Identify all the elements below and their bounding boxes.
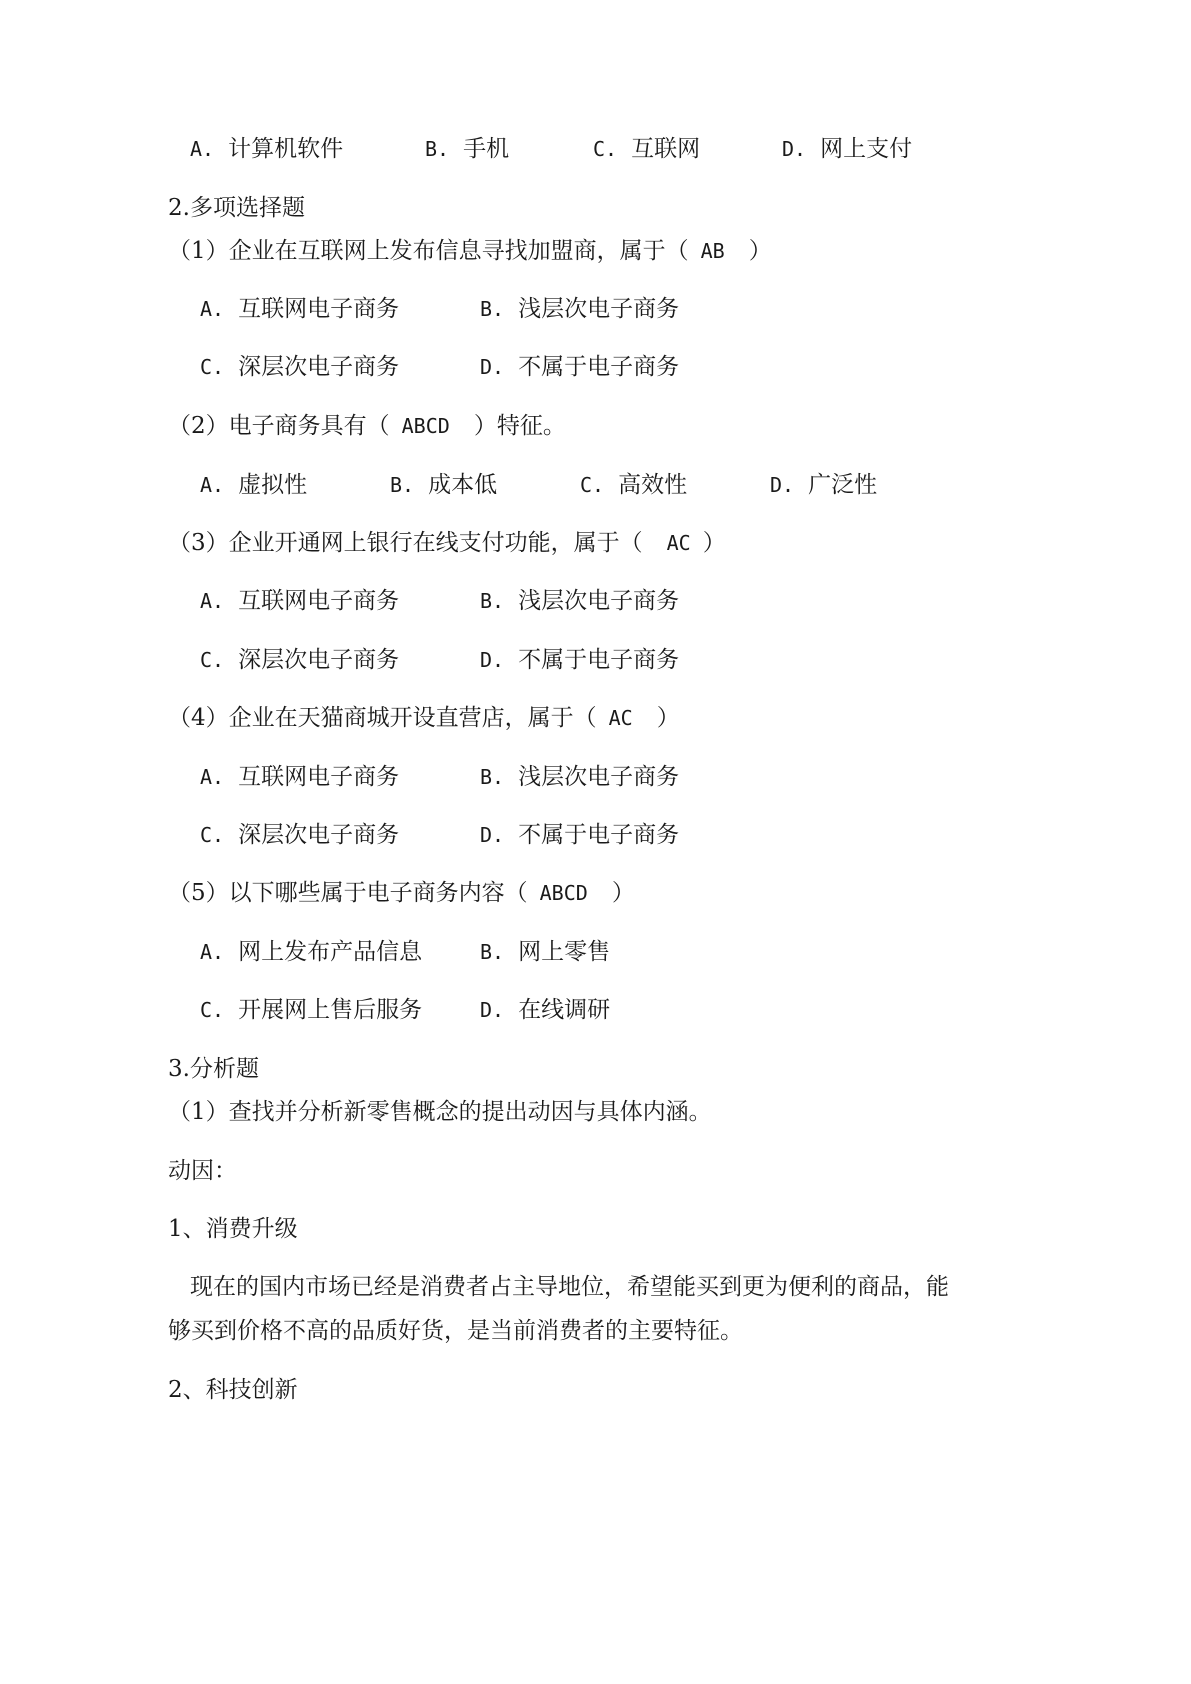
option-text: 在线调研 (518, 997, 611, 1023)
option-text: 网上支付 (820, 136, 913, 162)
option-d (770, 470, 877, 500)
option-b (480, 937, 610, 967)
option-b (425, 134, 509, 164)
option-c (593, 134, 700, 164)
option-text: 深层次电子商务 (238, 354, 400, 380)
option-text: 浅层次电子商务 (518, 764, 680, 790)
option-text: 浅层次电子商务 (518, 296, 680, 322)
option-letter: D. (480, 823, 505, 847)
question-text: （4）企业在天猫商城开设直营店，属于（ (168, 705, 597, 731)
question-1 (168, 236, 772, 266)
option-letter: C. (200, 648, 225, 672)
option-text: 不属于电子商务 (518, 647, 680, 673)
option-text: 手机 (463, 136, 510, 162)
option-letter: D. (480, 648, 505, 672)
option-text: 互联网电子商务 (238, 588, 400, 614)
question-text: （3）企业开通网上银行在线支付功能，属于（ (168, 530, 643, 556)
option-letter: D. (480, 998, 505, 1022)
option-d (782, 134, 912, 164)
option-letter: D. (480, 355, 505, 379)
paragraph-line: 现在的国内市场已经是消费者占主导地位，希望能买到更为便利的商品，能 (190, 1274, 949, 1300)
answer: AB (700, 239, 725, 263)
option-c (200, 995, 422, 1025)
point-title: 1、消费升级 (168, 1216, 298, 1242)
option-d (480, 995, 610, 1025)
paragraph-line: 够买到价格不高的品质好货，是当前消费者的主要特征。 (168, 1318, 743, 1344)
answer: AC (666, 531, 691, 555)
option-d (480, 820, 679, 850)
question-suffix: ） (611, 880, 635, 906)
section-title: 2.多项选择题 (168, 195, 305, 221)
option-letter: A. (200, 765, 225, 789)
option-b (480, 762, 679, 792)
option-letter: C. (200, 823, 225, 847)
question-text: （2）电子商务具有（ (168, 413, 390, 439)
option-b (480, 294, 679, 324)
question-suffix: ） (748, 238, 772, 264)
option-c (200, 352, 399, 382)
option-a (190, 134, 343, 164)
option-text: 网上发布产品信息 (238, 939, 423, 965)
analysis-question: （1）查找并分析新零售概念的提出动因与具体内涵。 (168, 1099, 712, 1125)
option-letter: A. (200, 940, 225, 964)
question-suffix: ） (702, 530, 726, 556)
option-letter: D. (770, 473, 795, 497)
option-letter: B. (390, 473, 415, 497)
option-letter: B. (480, 589, 505, 613)
option-letter: B. (480, 765, 505, 789)
option-text: 高效性 (618, 472, 688, 498)
option-text: 网上零售 (518, 939, 611, 965)
option-text: 互联网电子商务 (238, 764, 400, 790)
option-text: 深层次电子商务 (238, 647, 400, 673)
option-text: 不属于电子商务 (518, 354, 680, 380)
option-letter: A. (190, 137, 215, 161)
option-letter: A. (200, 297, 225, 321)
question-text: （1）企业在互联网上发布信息寻找加盟商，属于（ (168, 238, 689, 264)
answer: AC (608, 706, 633, 730)
option-text: 成本低 (428, 472, 498, 498)
option-b (480, 586, 679, 616)
option-text: 不属于电子商务 (518, 822, 680, 848)
option-letter: B. (425, 137, 450, 161)
option-letter: D. (782, 137, 807, 161)
question-4 (168, 703, 680, 733)
question-5 (168, 878, 635, 908)
option-a (200, 294, 399, 324)
option-letter: C. (200, 355, 225, 379)
option-d (480, 352, 679, 382)
option-letter: C. (200, 998, 225, 1022)
option-letter: A. (200, 589, 225, 613)
option-text: 互联网电子商务 (238, 296, 400, 322)
option-b (390, 470, 497, 500)
option-letter: B. (480, 940, 505, 964)
answer: ABCD (401, 414, 450, 438)
option-c (200, 820, 399, 850)
option-text: 开展网上售后服务 (238, 997, 423, 1023)
option-text: 互联网 (631, 136, 701, 162)
question-3 (168, 528, 726, 558)
option-d (480, 645, 679, 675)
option-c (580, 470, 687, 500)
question-2 (168, 411, 566, 441)
question-suffix: ）特征。 (473, 413, 566, 439)
option-a (200, 470, 307, 500)
motive-label: 动因： (168, 1158, 237, 1184)
option-text: 深层次电子商务 (238, 822, 400, 848)
option-letter: A. (200, 473, 225, 497)
option-c (200, 645, 399, 675)
question-text: （5）以下哪些属于电子商务内容（ (168, 880, 528, 906)
point-title: 2、科技创新 (168, 1377, 298, 1403)
option-letter: B. (480, 297, 505, 321)
answer: ABCD (539, 881, 588, 905)
option-text: 广泛性 (808, 472, 878, 498)
option-a (200, 586, 399, 616)
question-suffix: ） (656, 705, 680, 731)
option-letter: C. (580, 473, 605, 497)
option-text: 计算机软件 (228, 136, 344, 162)
section-title: 3.分析题 (168, 1056, 259, 1082)
option-text: 浅层次电子商务 (518, 588, 680, 614)
option-a (200, 937, 422, 967)
option-text: 虚拟性 (238, 472, 308, 498)
option-letter: C. (593, 137, 618, 161)
option-a (200, 762, 399, 792)
